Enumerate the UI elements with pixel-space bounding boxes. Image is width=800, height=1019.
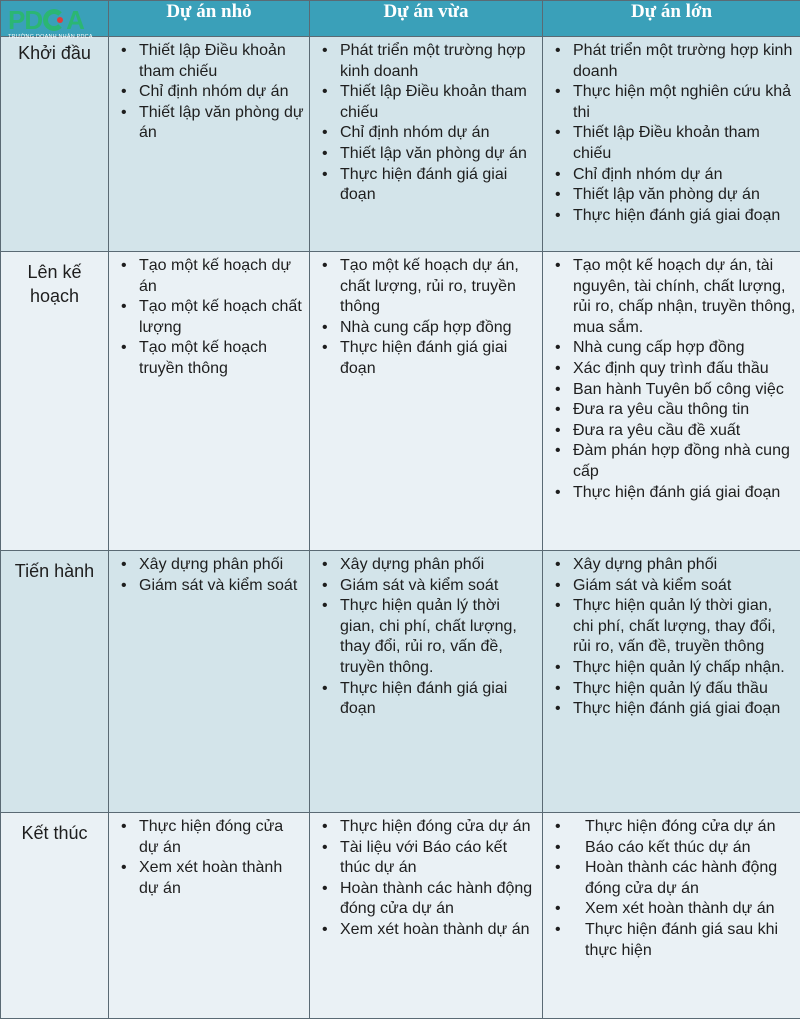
table-row [1, 551, 800, 813]
task-item: • Tài liệu với Báo cáo kết thúc dự án [322, 838, 538, 879]
task-item: • Thực hiện đánh giá sau khi thực hiện [555, 920, 796, 961]
cell-small-project [109, 37, 310, 252]
task-list [109, 252, 309, 380]
task-item: • Thực hiện quản lý thời gian, chi phí, chất lượng, thay đổi, rủi ro, vấn đề, truyền thông [555, 596, 796, 658]
phase-label: Kết thúc [1, 813, 109, 1019]
task-item: • Thực hiện quản lý chấp nhận. [555, 658, 796, 679]
task-item: • Hoàn thành các hành động đóng cửa dự án [555, 858, 796, 899]
task-list [109, 37, 309, 144]
task-item: • Phát triển một trường hợp kinh doanh [555, 41, 796, 82]
task-item: • Xem xét hoàn thành dự án [322, 920, 538, 941]
table-row [1, 813, 800, 1019]
task-list [543, 551, 800, 720]
task-list [310, 252, 542, 380]
task-item: • Tạo một kế hoạch dự án [121, 256, 305, 297]
task-item: • Thực hiện một nghiên cứu khả thi [555, 82, 796, 123]
cell-medium-project [310, 252, 543, 551]
cell-large-project [543, 252, 800, 551]
task-list [310, 813, 542, 941]
task-item: • Thực hiện đóng cửa dự án [555, 817, 796, 838]
task-item: • Nhà cung cấp hợp đồng [555, 338, 796, 359]
cell-medium-project [310, 551, 543, 813]
task-item: • Xây dựng phân phối [121, 555, 305, 576]
cell-medium-project [310, 813, 543, 1019]
cell-small-project [109, 551, 310, 813]
header-small-project: Dự án nhỏ [109, 1, 310, 37]
task-item: • Thực hiện đánh giá giai đoạn [322, 165, 538, 206]
task-item: • Tạo một kế hoạch dự án, chất lượng, rủi ro, truyền thông [322, 256, 538, 318]
task-list [543, 37, 800, 226]
task-item: • Giám sát và kiểm soát [555, 576, 796, 597]
task-list [310, 37, 542, 206]
header-medium-project: Dự án vừa [310, 1, 543, 37]
task-item: • Chỉ định nhóm dự án [555, 165, 796, 186]
header-row [1, 1, 800, 37]
task-item: • Thực hiện đánh giá giai đoạn [555, 699, 796, 720]
task-item: • Chỉ định nhóm dự án [322, 123, 538, 144]
task-item: • Thực hiện đóng cửa dự án [121, 817, 305, 858]
task-item: • Giám sát và kiểm soát [121, 576, 305, 597]
task-item: • Tạo một kế hoạch truyền thông [121, 338, 305, 379]
logo-suffix: A [66, 5, 84, 35]
cell-small-project [109, 252, 310, 551]
phase-label: Lên kế hoạch [1, 252, 109, 551]
task-item: • Báo cáo kết thúc dự án [555, 838, 796, 859]
task-item: • Xác định quy trình đấu thầu [555, 359, 796, 380]
logo-tagline: TRƯỜNG DOANH NHÂN PDCA [8, 34, 93, 40]
task-item: • Xây dựng phân phối [322, 555, 538, 576]
task-item: • Đưa ra yêu cầu đề xuất [555, 421, 796, 442]
task-list [109, 551, 309, 596]
cell-large-project [543, 37, 800, 252]
logo-c-icon [43, 9, 65, 31]
logo-wordmark [8, 6, 104, 34]
task-item: • Đưa ra yêu cầu thông tin [555, 400, 796, 421]
task-item: • Xem xét hoàn thành dự án [555, 899, 796, 920]
task-item: • Tạo một kế hoạch dự án, tài nguyên, tài chính, chất lượng, rủi ro, chấp nhận, truyền thông, mua sắm. [555, 256, 796, 338]
task-item: • Thực hiện đánh giá giai đoạn [322, 338, 538, 379]
task-item: • Thiết lập Điều khoản tham chiếu [555, 123, 796, 164]
pdca-logo [8, 6, 104, 46]
task-item: • Thực hiện quản lý thời gian, chi phí, chất lượng, thay đổi, rủi ro, vấn đề, truyền thông. [322, 596, 538, 678]
task-item: • Thực hiện đánh giá giai đoạn [322, 679, 538, 720]
task-list [543, 252, 800, 503]
task-item: • Thiết lập Điều khoản tham chiếu [322, 82, 538, 123]
task-item: • Thực hiện quản lý đấu thầu [555, 679, 796, 700]
phase-label: Khởi đầu [1, 37, 109, 252]
task-item: • Xây dựng phân phối [555, 555, 796, 576]
task-list [109, 813, 309, 899]
task-item: • Thiết lập văn phòng dự án [322, 144, 538, 165]
task-item: • Xem xét hoàn thành dự án [121, 858, 305, 899]
task-item: • Thực hiện đóng cửa dự án [322, 817, 538, 838]
logo-prefix: PD [8, 5, 43, 35]
task-item: • Đàm phán hợp đồng nhà cung cấp [555, 441, 796, 482]
task-item: • Thiết lập văn phòng dự án [121, 103, 305, 144]
task-item: • Chỉ định nhóm dự án [121, 82, 305, 103]
task-item: • Ban hành Tuyên bố công việc [555, 380, 796, 401]
cell-small-project [109, 813, 310, 1019]
task-list [543, 813, 800, 961]
task-item: • Giám sát và kiểm soát [322, 576, 538, 597]
task-item: • Phát triển một trường hợp kinh doanh [322, 41, 538, 82]
cell-large-project [543, 813, 800, 1019]
cell-medium-project [310, 37, 543, 252]
task-item: • Thực hiện đánh giá giai đoạn [555, 206, 796, 227]
table-row [1, 37, 800, 252]
phase-label: Tiến hành [1, 551, 109, 813]
header-large-project: Dự án lớn [543, 1, 800, 37]
task-item: • Thiết lập Điều khoản tham chiếu [121, 41, 305, 82]
task-item: • Thực hiện đánh giá giai đoạn [555, 483, 796, 504]
task-item: • Hoàn thành các hành động đóng cửa dự án [322, 879, 538, 920]
task-item: • Nhà cung cấp hợp đồng [322, 318, 538, 339]
task-item: • Tạo một kế hoạch chất lượng [121, 297, 305, 338]
table-row [1, 252, 800, 551]
task-list [310, 551, 542, 720]
cell-large-project [543, 551, 800, 813]
task-item: • Thiết lập văn phòng dự án [555, 185, 796, 206]
